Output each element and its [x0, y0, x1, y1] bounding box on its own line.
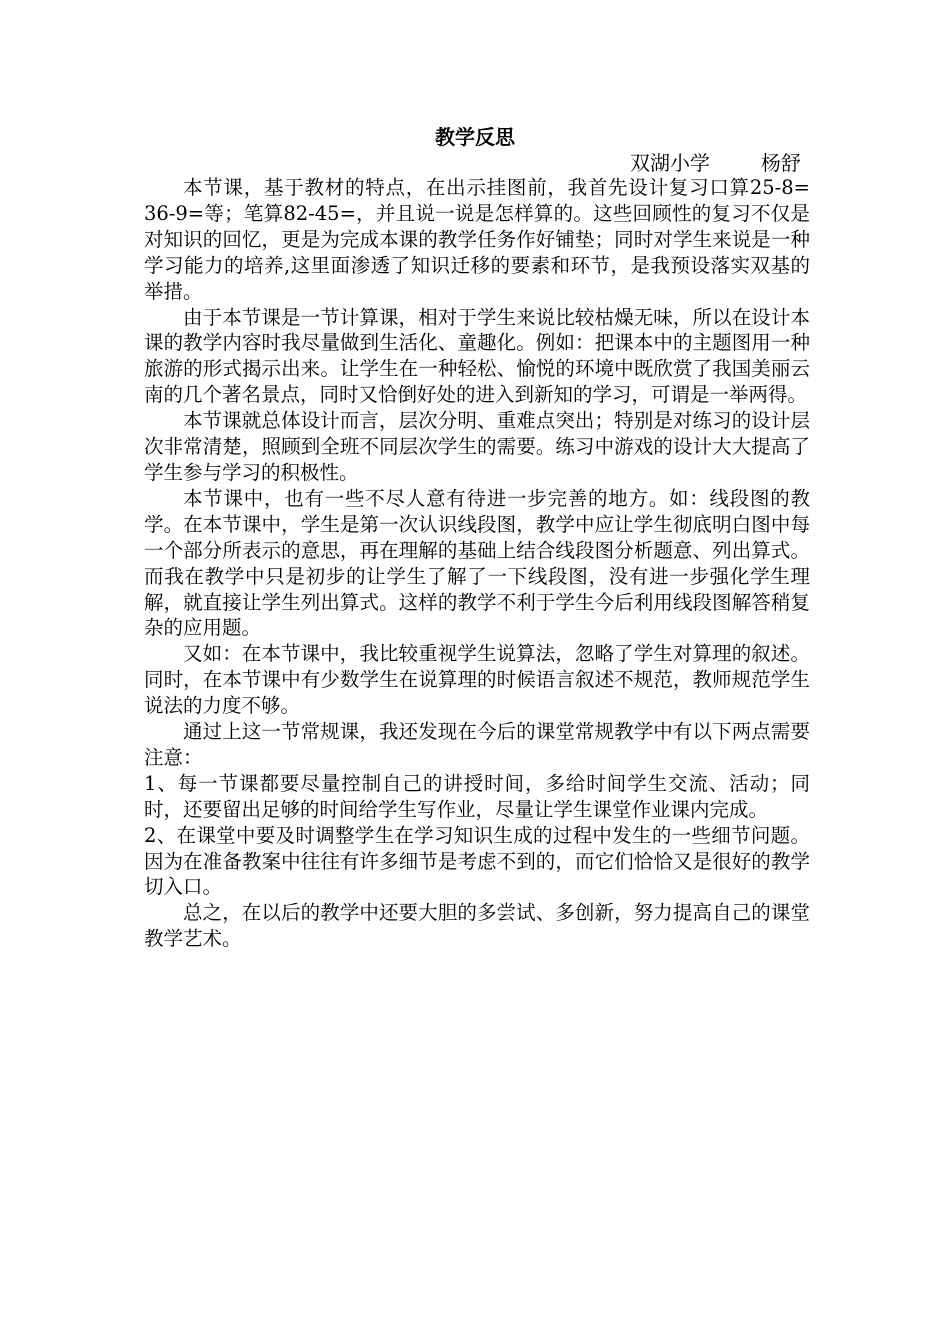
byline — [630, 150, 801, 176]
paragraph: 又如：在本节课中，我比较重视学生说算法，忽略了学生对算理的叙述。同时，在本节课中有少数学生在说算理的时候语言叙述不规范，教师规范学生说法的力度不够。 — [144, 642, 810, 718]
school-name: 双湖小学 — [630, 151, 710, 175]
paragraph: 本节课就总体设计而言，层次分明、重难点突出；特别是对练习的设计层次非常清楚，照顾到全班不同层次学生的需要。练习中游戏的设计大大提高了学生参与学习的积极性。 — [144, 409, 810, 484]
paragraph: 本节课中，也有一些不尽人意有待进一步完善的地方。如：线段图的教学。在本节课中，学生是第一次认识线段图，教学中应让学生彻底明白图中每一个部分所表示的意思，再在理解的基础上结合线段图分析题意、列出算式。而我在教学中只是初步的让学生了解了一下线段图，没有进一步强化学生理解，就直接让学生列出算式。这样的教学不利于学生今后利用线段图解答稍复杂的应用题。 — [144, 486, 810, 640]
paragraph: 通过上这一节常规课，我还发现在今后的课堂常规教学中有以下两点需要注意： — [144, 720, 810, 769]
author-name: 杨舒 — [760, 151, 801, 175]
document-body — [144, 175, 830, 952]
list-item: 1、每一节课都要尽量控制自己的讲授时间，多给时间学生交流、活动；同时，还要留出足够的时间给学生写作业，尽量让学生课堂作业课内完成。 — [144, 771, 810, 821]
paragraph: 由于本节课是一节计算课，相对于学生来说比较枯燥无味，所以在设计本课的教学内容时我尽量做到生活化、童趣化。例如：把课本中的主题图用一种旅游的形式揭示出来。让学生在一种轻松、愉悦的环境中既欣赏了我国美丽云南的几个著名景点，同时又恰倒好处的进入到新知的学习，可谓是一举两得。 — [144, 305, 810, 407]
paragraph: 本节课，基于教材的特点，在出示挂图前，我首先设计复习口算25-8= 36-9=等；笔算82-45=，并且说一说是怎样算的。这些回顾性的复习不仅是对知识的回忆，更是为完成本课的教学任务作好铺垫；同时对学生来说是一种学习能力的培养,这里面渗透了知识迁移的要素和环节，是我预设落实双基的举措。 — [144, 176, 830, 303]
paragraph: 总之，在以后的教学中还要大胆的多尝试、多创新，努力提高自己的课堂教学艺术。 — [144, 901, 810, 951]
document-title: 教学反思 — [435, 125, 515, 149]
list-item: 2、在课堂中要及时调整学生在学习知识生成的过程中发生的一些细节问题。因为在准备教案中往往有许多细节是考虑不到的，而它们恰恰又是很好的教学切入口。 — [144, 823, 810, 899]
